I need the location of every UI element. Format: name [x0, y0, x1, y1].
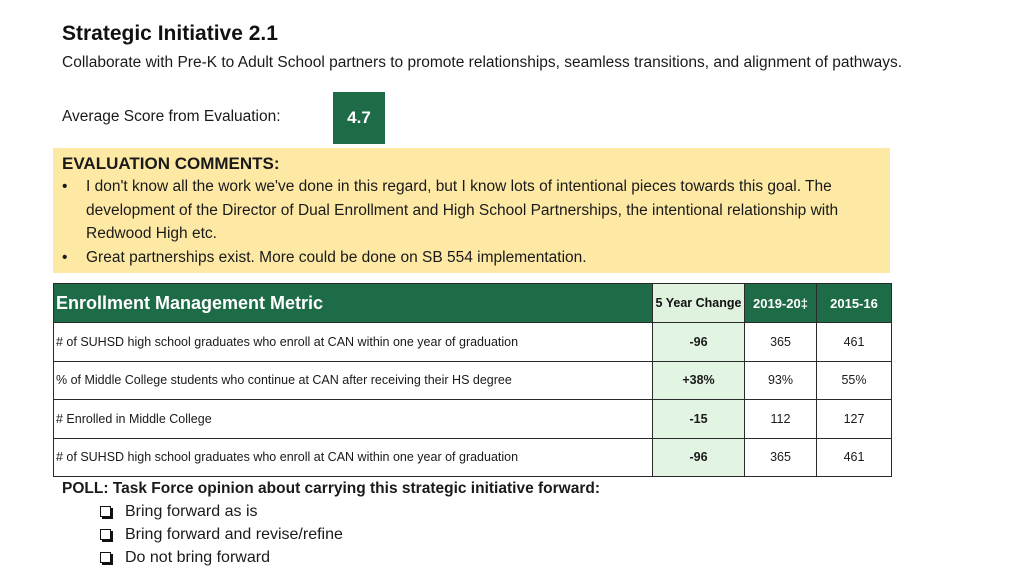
- checkbox-icon[interactable]: [100, 552, 111, 563]
- year-2015-cell: 461: [817, 323, 892, 362]
- table-header-row: [54, 284, 892, 323]
- evaluation-comments-panel: [53, 148, 890, 273]
- table-row: [54, 361, 892, 400]
- checkbox-icon[interactable]: [100, 529, 111, 540]
- year-2019-cell: 112: [745, 400, 817, 439]
- initiative-description: Collaborate with Pre-K to Adult School partners to promote relationships, seamless transitions, and alignment of pathways.: [62, 54, 903, 71]
- poll-option[interactable]: [100, 500, 600, 523]
- change-cell: -96: [653, 438, 745, 477]
- poll-option[interactable]: [100, 546, 600, 569]
- page-title: Strategic Initiative 2.1: [62, 22, 278, 45]
- poll-options-list: [62, 500, 600, 569]
- bullet-icon: •: [62, 178, 68, 195]
- year-2015-cell: 55%: [817, 361, 892, 400]
- comment-item: [62, 175, 880, 246]
- average-score-badge: 4.7: [333, 92, 385, 144]
- change-cell: +38%: [653, 361, 745, 400]
- year-2019-cell: 365: [745, 438, 817, 477]
- comment-text: Great partnerships exist. More could be done on SB 554 implementation.: [86, 248, 587, 266]
- year-2019-column-header: 2019-20‡: [745, 284, 817, 323]
- enrollment-metrics-table: [53, 283, 892, 477]
- poll-option-label: Bring forward and revise/refine: [125, 526, 343, 543]
- evaluation-comments-list: [62, 175, 880, 269]
- comment-item: [62, 246, 880, 270]
- change-column-header: 5 Year Change: [653, 284, 745, 323]
- poll-option-label: Do not bring forward: [125, 549, 270, 566]
- metric-cell: % of Middle College students who continue at CAN after receiving their HS degree: [54, 361, 653, 400]
- year-2015-column-header: 2015-16: [817, 284, 892, 323]
- poll-option[interactable]: [100, 523, 600, 546]
- poll-title: POLL: Task Force opinion about carrying this strategic initiative forward:: [62, 480, 600, 497]
- comment-text: I don't know all the work we've done in this regard, but I know lots of intentional pieces towards this goal. The development of the Director of Dual Enrollment and High School Partnerships, the intentional relationship with Redwood High etc.: [86, 178, 839, 242]
- year-2019-cell: 93%: [745, 361, 817, 400]
- change-cell: -15: [653, 400, 745, 439]
- table-row: [54, 438, 892, 477]
- bullet-icon: •: [62, 248, 68, 266]
- checkbox-icon[interactable]: [100, 506, 111, 517]
- average-score-label: Average Score from Evaluation:: [62, 108, 281, 125]
- year-2015-cell: 461: [817, 438, 892, 477]
- table-row: [54, 323, 892, 362]
- year-2019-cell: 365: [745, 323, 817, 362]
- metric-column-header: Enrollment Management Metric: [54, 284, 653, 323]
- evaluation-comments-heading: EVALUATION COMMENTS:: [62, 154, 280, 173]
- metric-cell: # of SUHSD high school graduates who enroll at CAN within one year of graduation: [54, 438, 653, 477]
- table-row: [54, 400, 892, 439]
- year-2015-cell: 127: [817, 400, 892, 439]
- poll-section: [62, 480, 600, 569]
- metric-cell: # Enrolled in Middle College: [54, 400, 653, 439]
- poll-option-label: Bring forward as is: [125, 503, 258, 520]
- metric-cell: # of SUHSD high school graduates who enroll at CAN within one year of graduation: [54, 323, 653, 362]
- change-cell: -96: [653, 323, 745, 362]
